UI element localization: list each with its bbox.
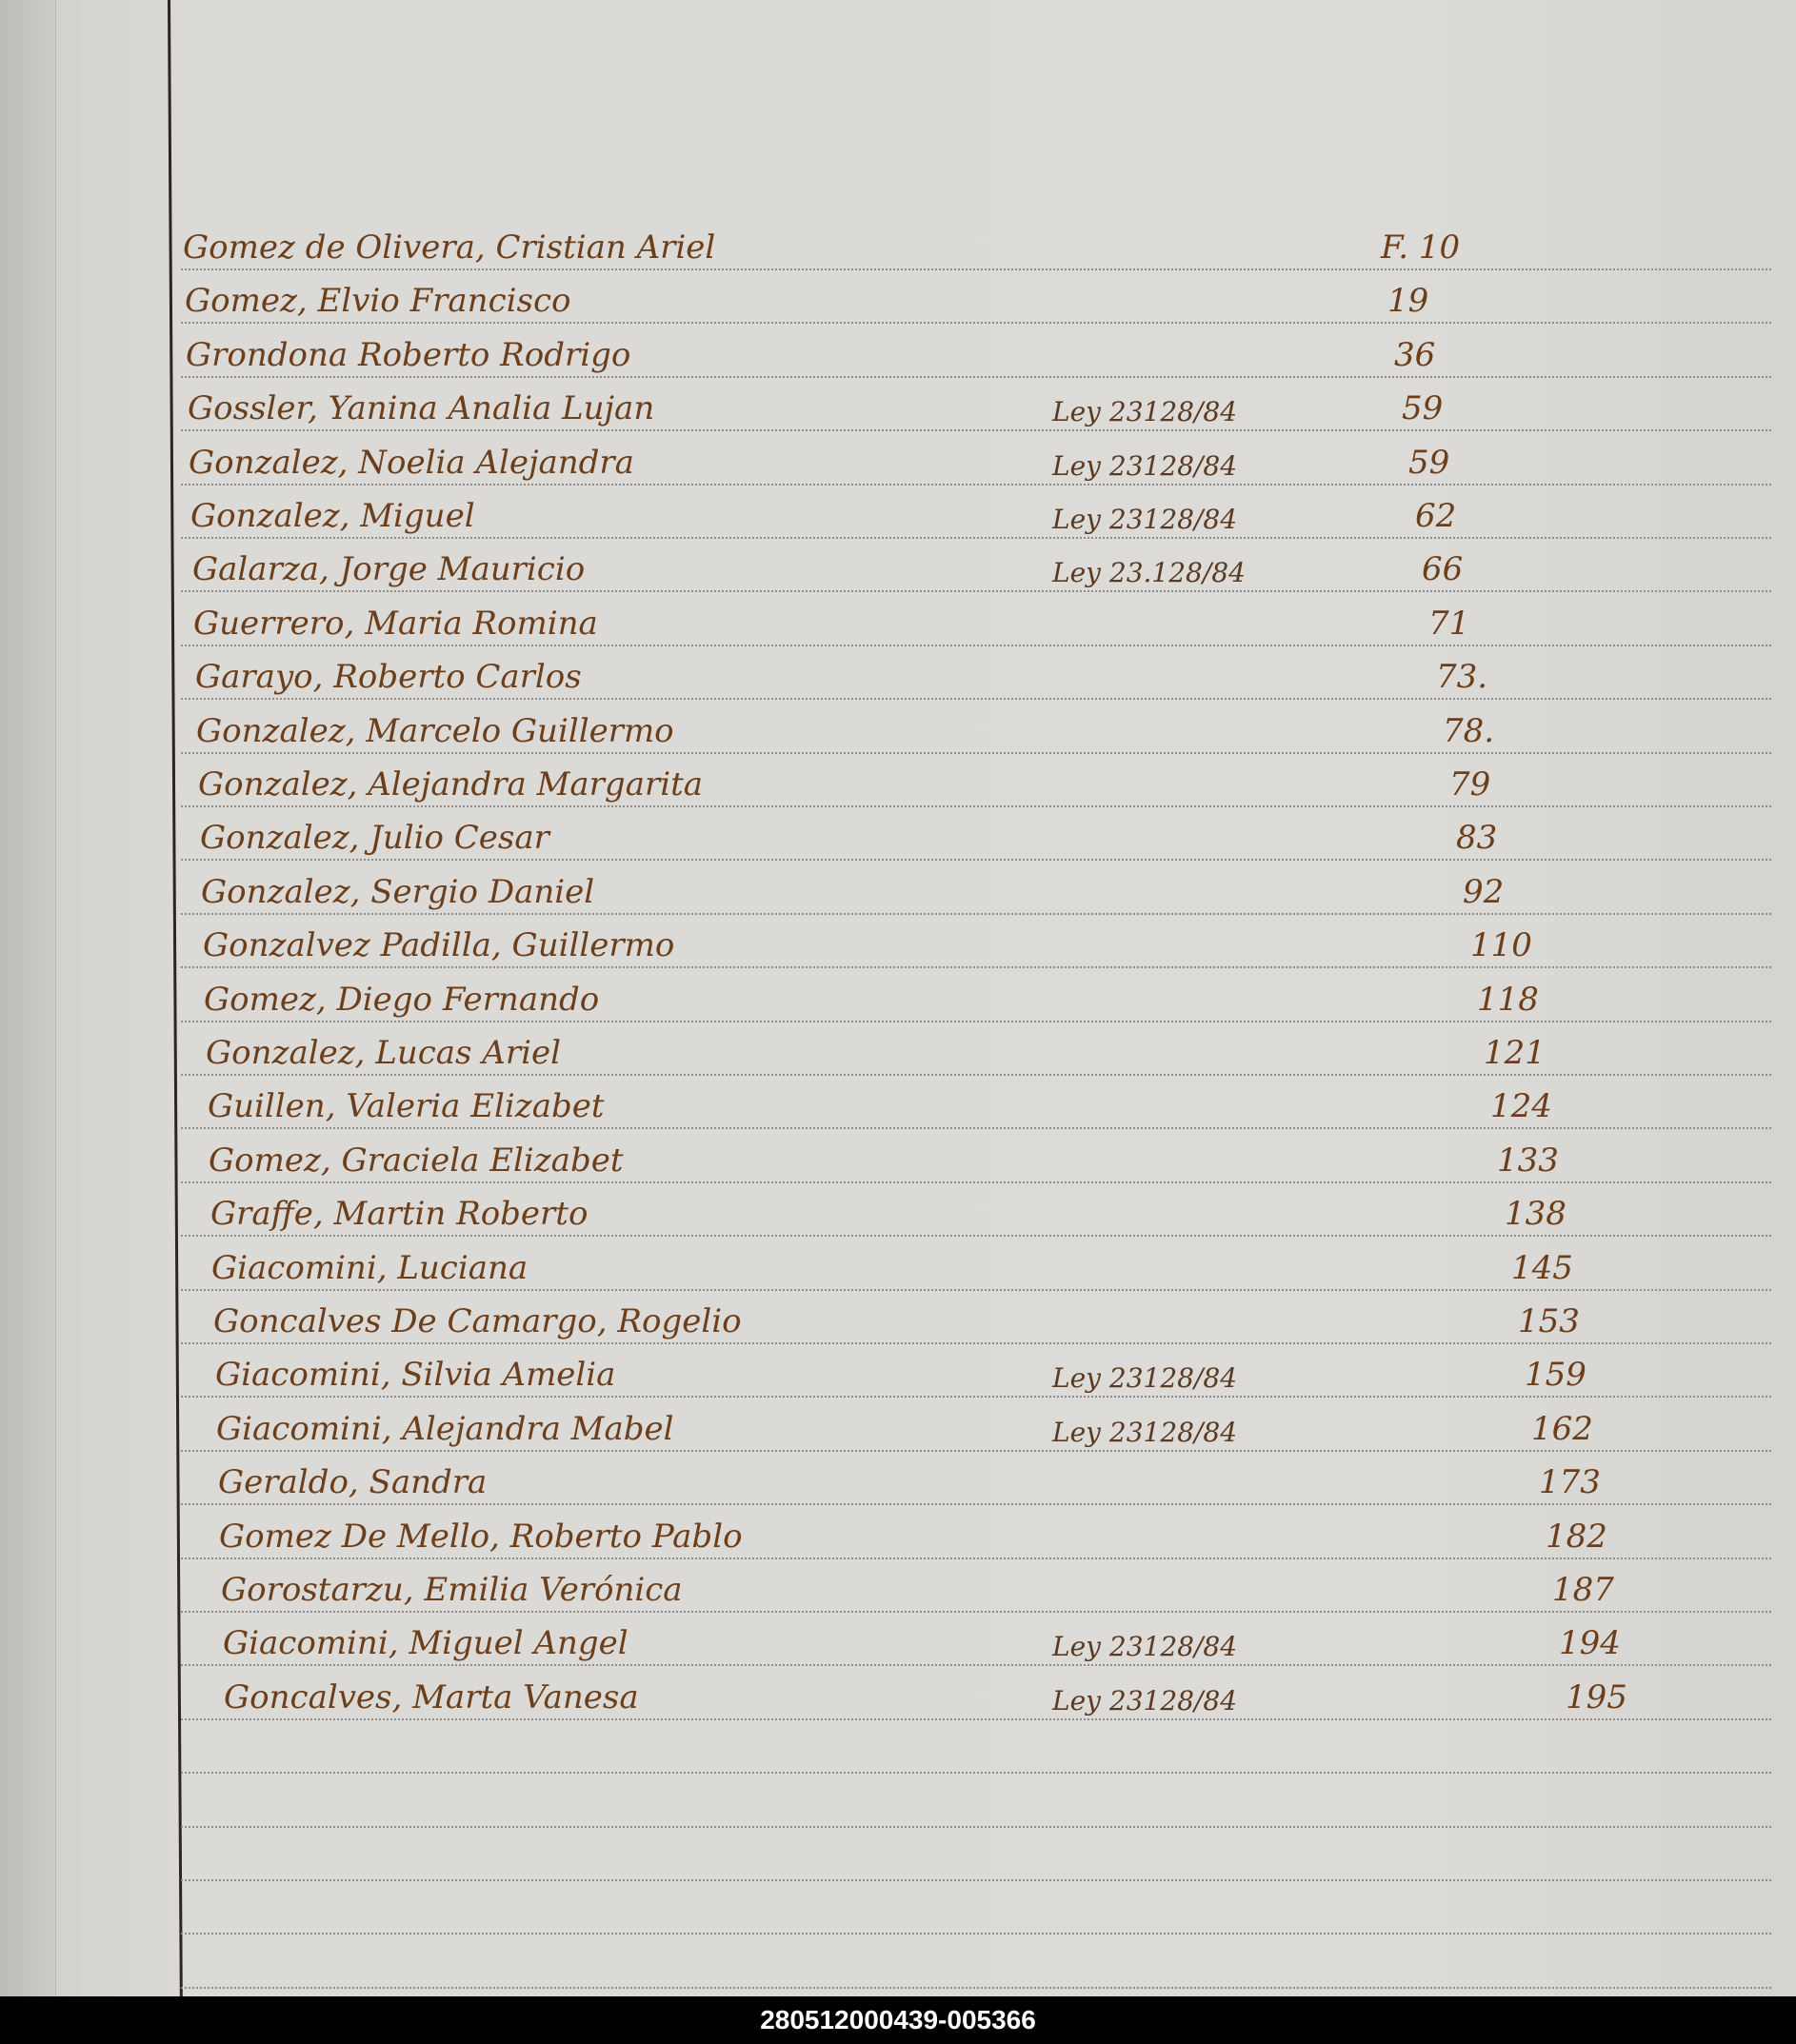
entry-folio-number: 78.: [1443, 712, 1495, 750]
entry-folio-number: 145: [1511, 1249, 1573, 1287]
ruled-line: [181, 1289, 1771, 1291]
ruled-line: [181, 1181, 1771, 1183]
entry-folio-number: 19: [1387, 282, 1429, 320]
entry-law-reference: Ley 23128/84: [1052, 450, 1238, 482]
entry-name: Garayo, Roberto Carlos: [195, 658, 582, 696]
entry-name: Gomez, Diego Fernando: [204, 981, 600, 1019]
ruled-line: [181, 590, 1771, 592]
entry-folio-number: 66: [1422, 550, 1464, 588]
entry-folio-number: 182: [1546, 1518, 1607, 1556]
entry-folio-number: 121: [1484, 1034, 1546, 1072]
entry-name: Giacomini, Silvia Amelia: [215, 1356, 616, 1394]
entry-folio-number: 194: [1559, 1624, 1621, 1662]
entry-folio-number: 36: [1394, 336, 1436, 374]
entry-name: Gonzalez, Noelia Alejandra: [189, 444, 634, 482]
entry-name: Gomez De Mello, Roberto Pablo: [219, 1518, 743, 1556]
entry-name: Gonzalez, Sergio Daniel: [201, 873, 595, 911]
entry-name: Gonzalez, Julio Cesar: [200, 819, 549, 857]
entry-folio-number: 110: [1470, 926, 1532, 964]
entry-law-reference: Ley 23.128/84: [1052, 557, 1246, 588]
entry-name: Guerrero, Maria Romina: [193, 605, 598, 643]
entry-folio-number: 62: [1415, 497, 1457, 535]
ruled-line: [181, 752, 1771, 754]
entry-name: Gonzalvez Padilla, Guillermo: [203, 926, 675, 964]
margin-line: [168, 0, 183, 1996]
entry-name: Gomez, Graciela Elizabet: [209, 1141, 624, 1180]
entry-name: Gossler, Yanina Analia Lujan: [188, 389, 655, 427]
entry-folio-number: 133: [1497, 1141, 1559, 1180]
entry-name: Gonzalez, Alejandra Margarita: [198, 765, 704, 804]
entry-folio-number: 173: [1539, 1463, 1601, 1501]
entry-name: Gorostarzu, Emilia Verónica: [221, 1571, 683, 1609]
ruled-line: [181, 1772, 1771, 1774]
page-binding-edge: [0, 0, 56, 1996]
ruled-line: [181, 429, 1771, 431]
entry-folio-number: 59: [1408, 444, 1450, 482]
entry-law-reference: Ley 23128/84: [1052, 1631, 1238, 1662]
ruled-line: [181, 913, 1771, 915]
ruled-line: [181, 268, 1771, 270]
entry-folio-number: F. 10: [1381, 228, 1461, 267]
ruled-line: [181, 484, 1771, 486]
ruled-line: [181, 1664, 1771, 1666]
scan-id: 280512000439-005366: [760, 2005, 1036, 2034]
entry-folio-number: 79: [1449, 765, 1491, 804]
entry-folio-number: 195: [1566, 1678, 1627, 1717]
ruled-line: [181, 1396, 1771, 1398]
ruled-line: [181, 376, 1771, 378]
entry-folio-number: 59: [1402, 389, 1444, 427]
entry-name: Graffe, Martin Roberto: [210, 1195, 589, 1233]
ruled-line: [181, 1879, 1771, 1881]
entry-name: Gonzalez, Marcelo Guillermo: [196, 712, 674, 750]
entry-folio-number: 187: [1552, 1571, 1614, 1609]
ruled-line: [181, 966, 1771, 968]
entry-folio-number: 73.: [1436, 658, 1488, 696]
ruled-line: [181, 322, 1771, 324]
entry-folio-number: 92: [1463, 873, 1505, 911]
ruled-line: [181, 1718, 1771, 1720]
ruled-line: [181, 1933, 1771, 1935]
entry-law-reference: Ley 23128/84: [1052, 504, 1238, 535]
entry-name: Goncalves, Marta Vanesa: [224, 1678, 639, 1717]
entry-name: Giacomini, Alejandra Mabel: [216, 1410, 674, 1448]
ruled-line: [181, 537, 1771, 539]
entry-folio-number: 153: [1518, 1302, 1580, 1340]
entry-name: Gonzalez, Miguel: [190, 497, 475, 535]
ruled-line: [181, 1987, 1771, 1989]
ruled-line: [181, 1826, 1771, 1828]
entry-law-reference: Ley 23128/84: [1052, 396, 1238, 427]
ruled-line: [181, 1558, 1771, 1559]
ruled-line: [181, 1074, 1771, 1076]
entry-folio-number: 124: [1490, 1087, 1552, 1125]
ruled-line: [181, 1503, 1771, 1505]
entry-name: Guillen, Valeria Elizabet: [208, 1087, 605, 1125]
entry-law-reference: Ley 23128/84: [1052, 1362, 1238, 1394]
entry-folio-number: 138: [1505, 1195, 1567, 1233]
entry-folio-number: 118: [1477, 981, 1539, 1019]
entry-folio-number: 83: [1456, 819, 1498, 857]
entry-folio-number: 71: [1428, 605, 1470, 643]
entry-name: Grondona Roberto Rodrigo: [186, 336, 631, 374]
ruled-line: [181, 1021, 1771, 1022]
ruled-line: [181, 698, 1771, 700]
entry-name: Galarza, Jorge Mauricio: [192, 550, 586, 588]
entry-folio-number: 159: [1525, 1356, 1586, 1394]
ruled-line: [181, 859, 1771, 861]
ruled-line: [181, 1611, 1771, 1613]
ruled-line: [181, 645, 1771, 646]
entry-law-reference: Ley 23128/84: [1052, 1685, 1238, 1717]
entry-name: Gonzalez, Lucas Ariel: [206, 1034, 561, 1072]
entry-name: Giacomini, Miguel Angel: [223, 1624, 629, 1662]
ruled-line: [181, 805, 1771, 807]
entry-name: Goncalves De Camargo, Rogelio: [213, 1302, 742, 1340]
ruled-line: [181, 1342, 1771, 1344]
entry-folio-number: 162: [1531, 1410, 1593, 1448]
entry-law-reference: Ley 23128/84: [1052, 1417, 1238, 1448]
entry-name: Gomez, Elvio Francisco: [185, 282, 571, 320]
ruled-line: [181, 1450, 1771, 1452]
ruled-line: [181, 1127, 1771, 1129]
ruled-line: [181, 1235, 1771, 1237]
entry-name: Geraldo, Sandra: [218, 1463, 488, 1501]
entry-name: Gomez de Olivera, Cristian Ariel: [183, 228, 716, 267]
entry-name: Giacomini, Luciana: [211, 1249, 529, 1287]
